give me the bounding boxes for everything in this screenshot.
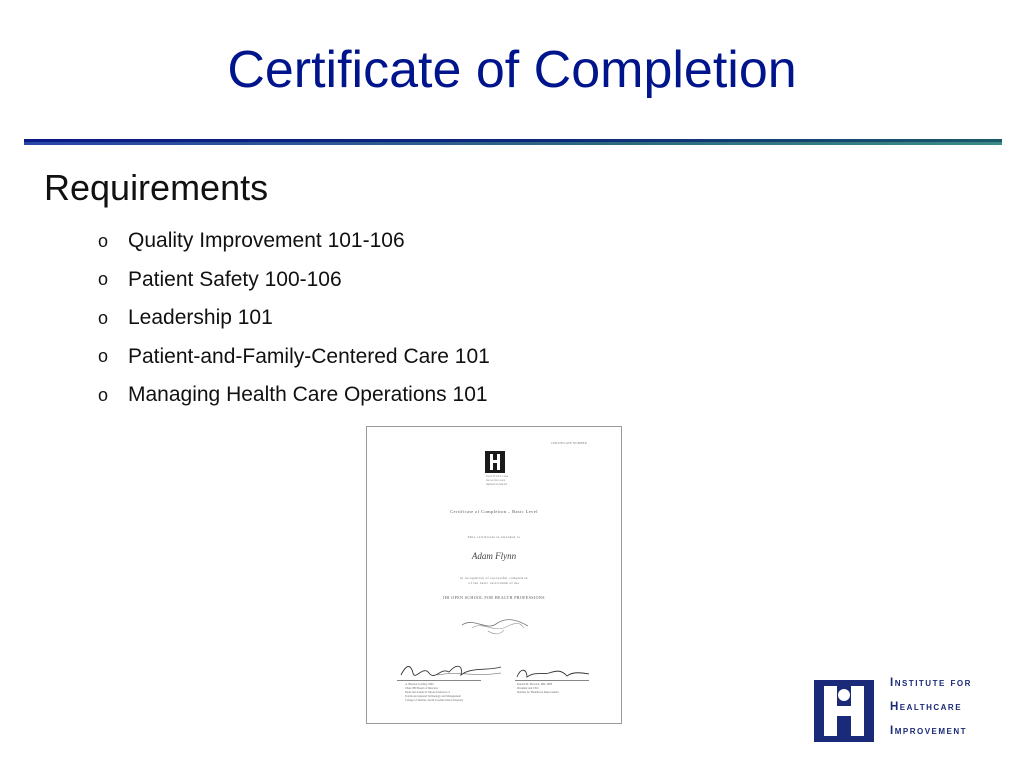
bullet-icon: o bbox=[98, 230, 109, 251]
requirements-heading: Requirements bbox=[44, 167, 269, 208]
certificate-awarded-line: This certificate is awarded to bbox=[467, 535, 521, 539]
requirement-text: Patient Safety 100-106 bbox=[128, 267, 342, 291]
brand-line-2: Healthcare bbox=[890, 701, 963, 713]
requirement-item bbox=[98, 299, 490, 338]
requirements-list bbox=[98, 222, 490, 415]
certificate-recognition-1: in recognition of successful completion bbox=[460, 576, 528, 580]
slide-title: Certificate of Completion bbox=[227, 41, 797, 99]
signer-left-caption: A. Blanton Godfrey, PhD Chair, IHI Board of Directors Dean and Joseph D. Moore Professor of Textile and Apparel Technology and Management College of Textiles, North Carolina State University bbox=[405, 683, 464, 702]
certificate-program: IHI OPEN SCHOOL FOR HEALTH PROFESSIONS bbox=[443, 595, 545, 600]
certificate-heading: Certificate of Completion – Basic Level bbox=[450, 509, 538, 514]
certificate-recognition-2: of the basic curriculum of the bbox=[468, 581, 520, 585]
bullet-icon: o bbox=[98, 307, 109, 328]
requirement-text: Managing Health Care Operations 101 bbox=[128, 383, 488, 407]
brand-line-1: Institute for bbox=[890, 677, 972, 689]
bullet-icon: o bbox=[98, 269, 109, 290]
signature-left-icon bbox=[397, 661, 507, 679]
requirement-item bbox=[98, 222, 490, 261]
certificate-image bbox=[366, 426, 622, 724]
certificate-logo-icon bbox=[485, 451, 505, 473]
flourish-ornament-icon bbox=[460, 615, 530, 637]
signer-right-caption: Donald M. Berwick, MD, MPP President and CEO Institute for Healthcare Improvement bbox=[517, 683, 559, 694]
signature-line-right bbox=[515, 680, 589, 681]
bullet-icon: o bbox=[98, 346, 109, 367]
requirement-text: Leadership 101 bbox=[128, 306, 273, 330]
certificate-logo-text: INSTITUTE FOR HEALTHCARE IMPROVEMENT bbox=[486, 475, 509, 486]
certificate-code: CERTIFICATE NUMBER bbox=[551, 441, 587, 445]
brand-line-3: Improvement bbox=[890, 725, 968, 737]
title-divider bbox=[24, 139, 1002, 145]
signature-line-left bbox=[397, 680, 481, 681]
requirement-item bbox=[98, 261, 490, 300]
requirement-item bbox=[98, 338, 490, 377]
requirement-text: Patient-and-Family-Centered Care 101 bbox=[128, 344, 490, 368]
certificate-recipient: Adam Flynn bbox=[471, 551, 517, 561]
bullet-icon: o bbox=[98, 384, 109, 405]
requirement-text: Quality Improvement 101-106 bbox=[128, 229, 405, 253]
requirement-item bbox=[98, 376, 490, 415]
ihi-logo-icon bbox=[814, 680, 874, 742]
